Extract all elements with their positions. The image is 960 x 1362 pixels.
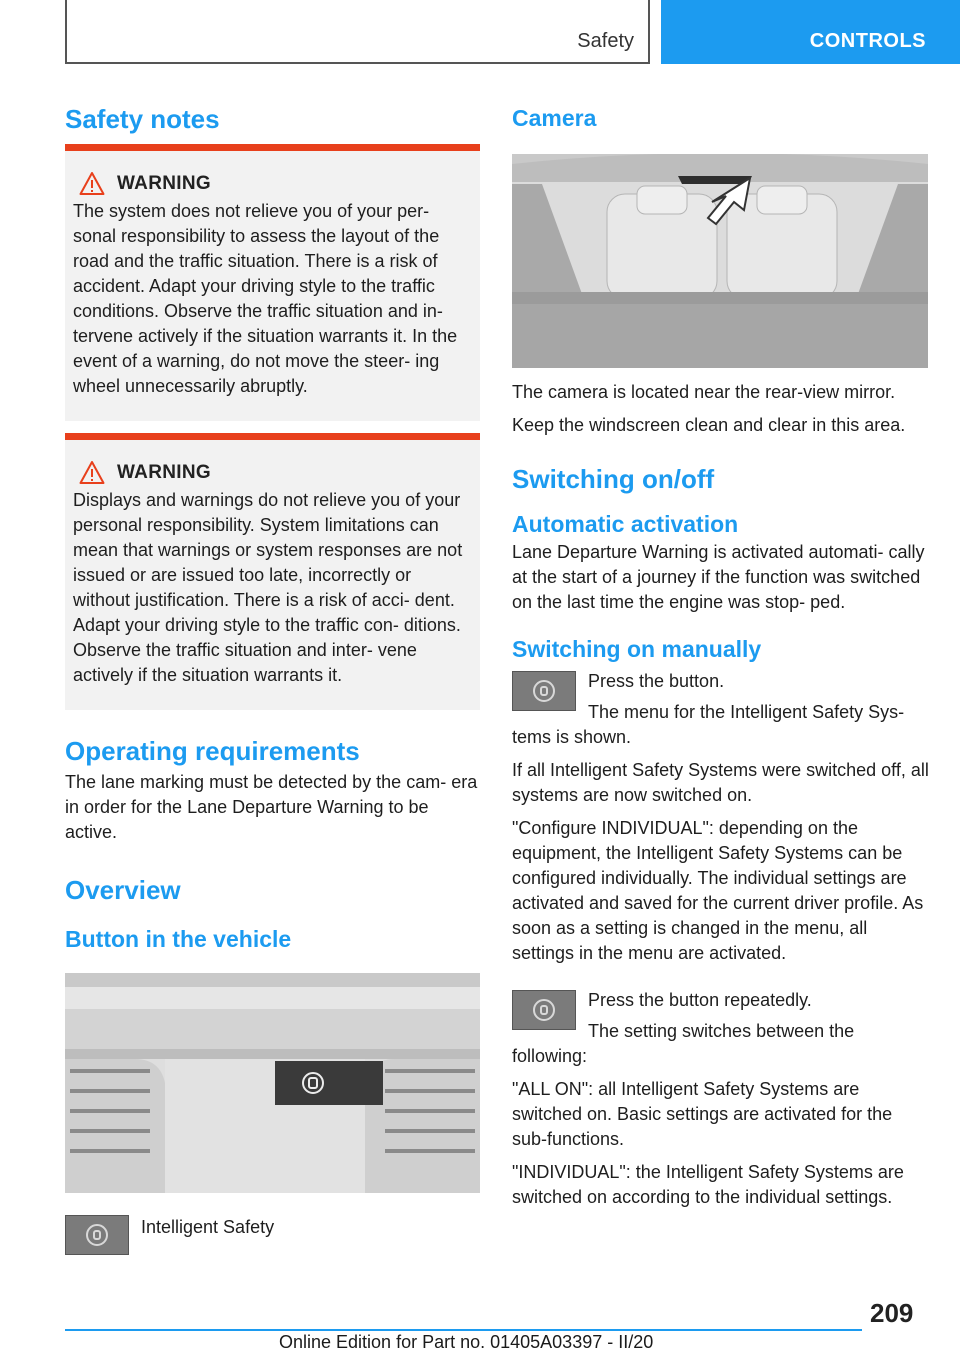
warning-label: WARNING [117,462,211,483]
left-column [65,100,480,1257]
manual-if-all-text: If all Intelligent Safety Systems were switched off, all systems are now switched on. [512,760,929,805]
manual-menu-text: The menu for the Intelligent Safety Sys- tems is shown. [512,702,905,747]
camera-text-1: The camera is located near the rear-view mirror. [512,382,896,402]
individual-text: "INDIVIDUAL": the Intelligent Safety Systems are switched on according to the individual settings. [512,1162,904,1207]
repeat-press-text: Press the button repeatedly. [588,990,812,1010]
operating-requirements-title: Operating requirements [65,736,360,766]
all-on-text: "ALL ON": all Intelligent Safety Systems are switched on. Basic settings are activated for the sub-functions. [512,1079,893,1149]
button-caption-row [65,1213,480,1257]
repeat-switches-text: The setting switches between the following: [512,1021,855,1066]
right-column [512,100,930,1210]
page-number: 209 [870,1298,914,1328]
footer-rule [65,1329,862,1331]
manual-configure-text: "Configure INDIVIDUAL": depending on the equipment, the Intelligent Safety Systems can be configured individually. The individual settings are activated and saved for the current driver profile. As soon as a setting is changed in the menu, all settings in the menu are activated. [512,818,924,963]
manual-press-text: Press the button. [588,671,725,691]
manual-press-row [512,669,930,750]
switching-title: Switching on/off [512,464,715,494]
safety-notes-title: Safety notes [65,104,220,134]
warning-box-2 [65,433,480,710]
rear-cabin-illustration [512,154,928,368]
automatic-activation-text: Lane Departure Warning is activated automati- cally at the start of a journey if the function was switched on the last time the engine was stop- ped. [512,542,925,612]
camera-text-2: Keep the windscreen clean and clear in this area. [512,415,906,435]
warning-text: The system does not relieve you of your per- sonal responsibility to assess the layout of the road and the traffic situation. There is a risk of accident. Adapt your driving style to the traffic conditions. Observe the traffic situation and in- tervene actively if the situation warrants it. In the event of a warning, do not move the steer- ing wheel unnecessarily abruptly. [73,201,458,396]
warning-triangle-icon [79,460,105,486]
switching-manually-title: Switching on manually [512,636,762,662]
header-chapter-tab [661,0,960,64]
operating-requirements-text: The lane marking must be detected by the cam- era in order for the Lane Departure Warning to be active. [65,772,478,842]
camera-photo [512,154,928,368]
repeat-press-row [512,988,930,1069]
button-caption: Intelligent Safety [141,1217,275,1237]
intelligent-safety-button-icon [512,990,576,1030]
dashboard-illustration [65,973,480,1193]
warning-text: Displays and warnings do not relieve you of your personal responsibility. System limitations can mean that warnings or system responses are not issued or are issued too late, incorrectly or without justification. There is a risk of acci- dent. Adapt your driving style to the traffic con- ditions. Observe the traffic situation and inter- vene actively if the situation warrants it. [73,490,463,685]
warning-box-1 [65,144,480,421]
footer-edition: Online Edition for Part no. 01405A03397 - II/20 [279,1332,654,1352]
header-chapter: CONTROLS [809,30,926,52]
header-section: Safety [577,30,634,52]
intelligent-safety-button-icon [65,1215,129,1255]
header-left-frame [65,0,650,64]
camera-title: Camera [512,105,597,131]
warning-triangle-icon [79,171,105,197]
automatic-activation-title: Automatic activation [512,511,739,537]
vehicle-button-photo [65,973,480,1193]
overview-title: Overview [65,875,181,905]
warning-label: WARNING [117,173,211,194]
button-in-vehicle-title: Button in the vehicle [65,926,292,952]
intelligent-safety-button-icon [512,671,576,711]
